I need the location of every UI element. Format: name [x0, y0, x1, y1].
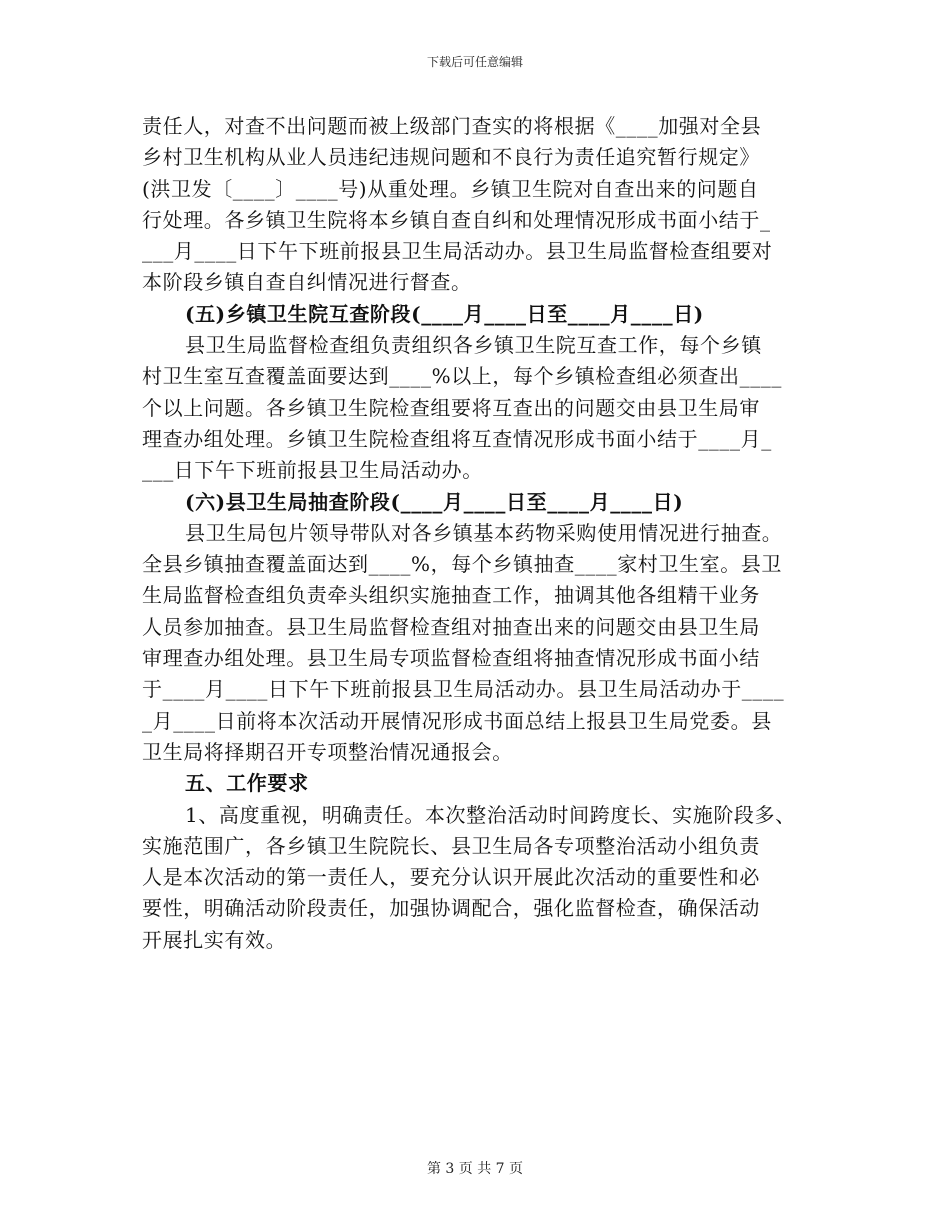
page-header: 下载后可任意编辑: [426, 55, 523, 69]
text-line: 行处理。各乡镇卫生院将本乡镇自查自纠和处理情况形成书面小结于_: [142, 207, 771, 232]
text-line: 村卫生室互查覆盖面要达到____%以上，每个乡镇检查组必须查出____: [142, 364, 783, 389]
text-line: 个以上问题。各乡镇卫生院检查组要将互查出的问题交由县卫生局审: [142, 395, 760, 420]
text-line: 本阶段乡镇自查自纠情况进行督查。: [142, 270, 472, 295]
text-line: 人是本次活动的第一责任人，要充分认识开展此次活动的重要性和必: [142, 865, 760, 890]
text-line: (洪卫发〔____〕____号)从重处理。乡镇卫生院对自查出来的问题自: [142, 176, 759, 201]
text-line: 生局监督检查组负责牵头组织实施抽查工作，抽调其他各组精干业务: [142, 583, 760, 608]
text-line: 责任人，对查不出问题而被上级部门查实的将根据《____加强对全县: [142, 114, 762, 138]
text-line: 1、高度重视，明确责任。本次整治活动时间跨度长、实施阶段多、: [185, 802, 796, 827]
text-line: 审理查办组处理。县卫生局专项监督检查组将抽查情况形成书面小结: [142, 646, 760, 671]
text-line: 要性，明确活动阶段责任，加强协调配合，强化监督检查，确保活动: [142, 896, 760, 921]
text-line: 实施范围广，各乡镇卫生院院长、县卫生局各专项整治活动小组负责: [142, 833, 760, 858]
text-line: 于____月____日下午下班前报县卫生局活动办。县卫生局活动办于____: [142, 677, 785, 702]
text-line: 乡村卫生机构从业人员违纪违规问题和不良行为责任追究暂行规定》: [142, 145, 760, 170]
page-footer: 第 3 页 共 7 页: [426, 1161, 524, 1177]
text-line: 卫生局将择期召开专项整治情况通报会。: [142, 739, 513, 764]
text-line: 县卫生局监督检查组负责组织各乡镇卫生院互查工作，每个乡镇: [185, 333, 762, 358]
document-body: [142, 111, 822, 956]
text-line: 开展扎实有效。: [142, 927, 287, 952]
section-heading: 五、工作要求: [185, 771, 309, 796]
text-line: ___月____日下午下班前报县卫生局活动办。县卫生局监督检查组要对: [142, 239, 773, 264]
text-line: ___日下午下班前报县卫生局活动办。: [142, 458, 483, 483]
text-line: 县卫生局包片领导带队对各乡镇基本药物采购使用情况进行抽查。: [185, 520, 783, 545]
text-line: 理查办组处理。乡镇卫生院检查组将互查情况形成书面小结于____月_: [142, 426, 772, 451]
text-line: 全县乡镇抽查覆盖面达到____%，每个乡镇抽查____家村卫生室。县卫: [142, 552, 783, 577]
text-line: _月____日前将本次活动开展情况形成书面总结上报县卫生局党委。县: [142, 708, 772, 733]
text-line: 人员参加抽查。县卫生局监督检查组对抽查出来的问题交由县卫生局: [142, 614, 760, 639]
section-heading: (六)县卫生局抽查阶段(____月____日至____月____日): [185, 489, 684, 514]
section-heading: (五)乡镇卫生院互查阶段(____月____日至____月____日): [185, 301, 704, 326]
